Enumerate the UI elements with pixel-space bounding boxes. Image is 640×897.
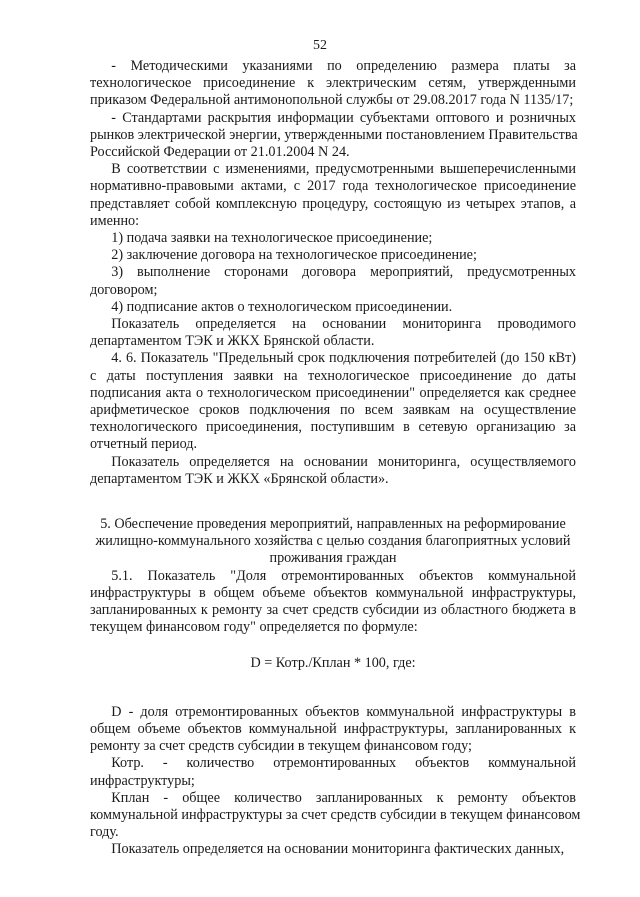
- paragraph: [90, 264, 576, 298]
- formula: D = Котр./Кплан * 100, где:: [250, 654, 416, 671]
- text-line: Российской Федерации от 21.01.2004 N 24.: [90, 144, 350, 161]
- text-line: инфраструктуры в общем объеме объектов коммунальной инфраструктуры,: [90, 584, 576, 601]
- text-line: подписания акта о технологическом присоединении" определяется как среднее: [90, 384, 576, 401]
- paragraph: [90, 350, 576, 453]
- paragraph: [90, 454, 576, 488]
- text-line: Показатель определяется на основании мониторинга, осуществляемого: [90, 453, 576, 470]
- paragraph: [90, 161, 576, 230]
- text-line: 2) заключение договора на технологическое присоединение;: [90, 247, 477, 264]
- text-line: приказом Федеральной антимонопольной службы от 29.08.2017 года N 1135/17;: [90, 92, 574, 109]
- text-line: Показатель определяется на основании мониторинга проводимого: [90, 316, 576, 333]
- text-line: с даты поступления заявки на технологическое присоединение до даты: [90, 367, 576, 384]
- text-line: В соответствии с изменениями, предусмотренными вышеперечисленными: [90, 161, 576, 178]
- paragraph: [90, 247, 576, 264]
- text-line: рынков электрической энергии, утвержденными постановлением Правительства: [90, 126, 578, 143]
- text-line: инфраструктуры;: [90, 772, 195, 789]
- text-line: нормативно-правовыми актами, с 2017 года технологическое присоединение: [90, 178, 576, 195]
- text-line: департаментом ТЭК и ЖКХ «Брянской области».: [90, 470, 389, 487]
- text-line: D - доля отремонтированных объектов коммунальной инфраструктуры в: [90, 703, 576, 720]
- section-heading: [90, 516, 576, 568]
- spacer: [90, 488, 576, 516]
- text-line: ремонту за счет средств субсидии в текущем финансовом году;: [90, 738, 472, 755]
- text-line: арифметическое сроков подключения по всем заявкам на осуществление: [90, 402, 576, 419]
- paragraph: [90, 789, 581, 842]
- paragraphs-after-formula: [90, 703, 581, 859]
- paragraph: [90, 110, 576, 162]
- paragraphs-after-heading: [90, 568, 576, 637]
- paragraph: [90, 704, 576, 756]
- paragraph: [90, 58, 576, 110]
- paragraph: [90, 299, 576, 316]
- text-line: отчетный период.: [90, 436, 198, 453]
- text-line: 5.1. Показатель "Доля отремонтированных объектов коммунальной: [90, 567, 576, 584]
- text-line: Котр. - количество отремонтированных объектов коммунальной: [90, 755, 576, 772]
- text-line: договором;: [90, 281, 158, 298]
- paragraph: [90, 568, 576, 637]
- paragraphs-before-heading: [90, 58, 576, 488]
- heading-line: 5. Обеспечение проведения мероприятий, направленных на реформирование: [100, 516, 566, 533]
- paragraph: [90, 230, 576, 247]
- text-line: 4. 6. Показатель "Предельный срок подключения потребителей (до 150 кВт): [90, 350, 576, 367]
- text-line: общем объеме объектов коммунальной инфраструктуры, запланированных к: [90, 720, 576, 737]
- text-line: представляет собой комплексную процедуру, состоящую из четырех этапов, а: [90, 195, 576, 212]
- text-line: департаментом ТЭК и ЖКХ Брянской области.: [90, 333, 375, 350]
- text-line: Показатель определяется на основании мониторинга фактических данных,: [90, 841, 565, 858]
- text-line: текущем финансовом году" определяется по формуле:: [90, 619, 418, 636]
- page-number: 52: [313, 38, 327, 53]
- text-line: запланированных к ремонту за счет средств субсидии из областного бюджета в: [90, 602, 576, 619]
- text-line: технологического присоединения, поступившим в сетевую организацию за: [90, 419, 576, 436]
- text-line: - Стандартами раскрытия информации субъектами оптового и розничных: [90, 109, 576, 126]
- text-line: Кплан - общее количество запланированных к ремонту объектов: [90, 789, 576, 806]
- text-line: 4) подписание актов о технологическом присоединении.: [90, 298, 453, 315]
- paragraph: [90, 755, 576, 789]
- paragraph: [90, 316, 576, 350]
- text-line: технологическое присоединение к электрическим сетям, утвержденными: [90, 75, 576, 92]
- text-line: коммунальной инфраструктуры за счет средств субсидии в текущем финансовом: [90, 806, 581, 823]
- text-line: году.: [90, 824, 119, 841]
- paragraph: [90, 841, 576, 858]
- text-line: 1) подача заявки на технологическое присоединение;: [90, 230, 433, 247]
- text-line: именно:: [90, 212, 140, 229]
- text-line: - Методическими указаниями по определению размера платы за: [90, 58, 576, 74]
- text-line: 3) выполнение сторонами договора мероприятий, предусмотренных: [90, 264, 576, 281]
- heading-line: жилищно-коммунального хозяйства с целью создания благоприятных условий: [95, 533, 571, 550]
- page-content: [90, 58, 581, 859]
- heading-line: проживания граждан: [269, 550, 397, 567]
